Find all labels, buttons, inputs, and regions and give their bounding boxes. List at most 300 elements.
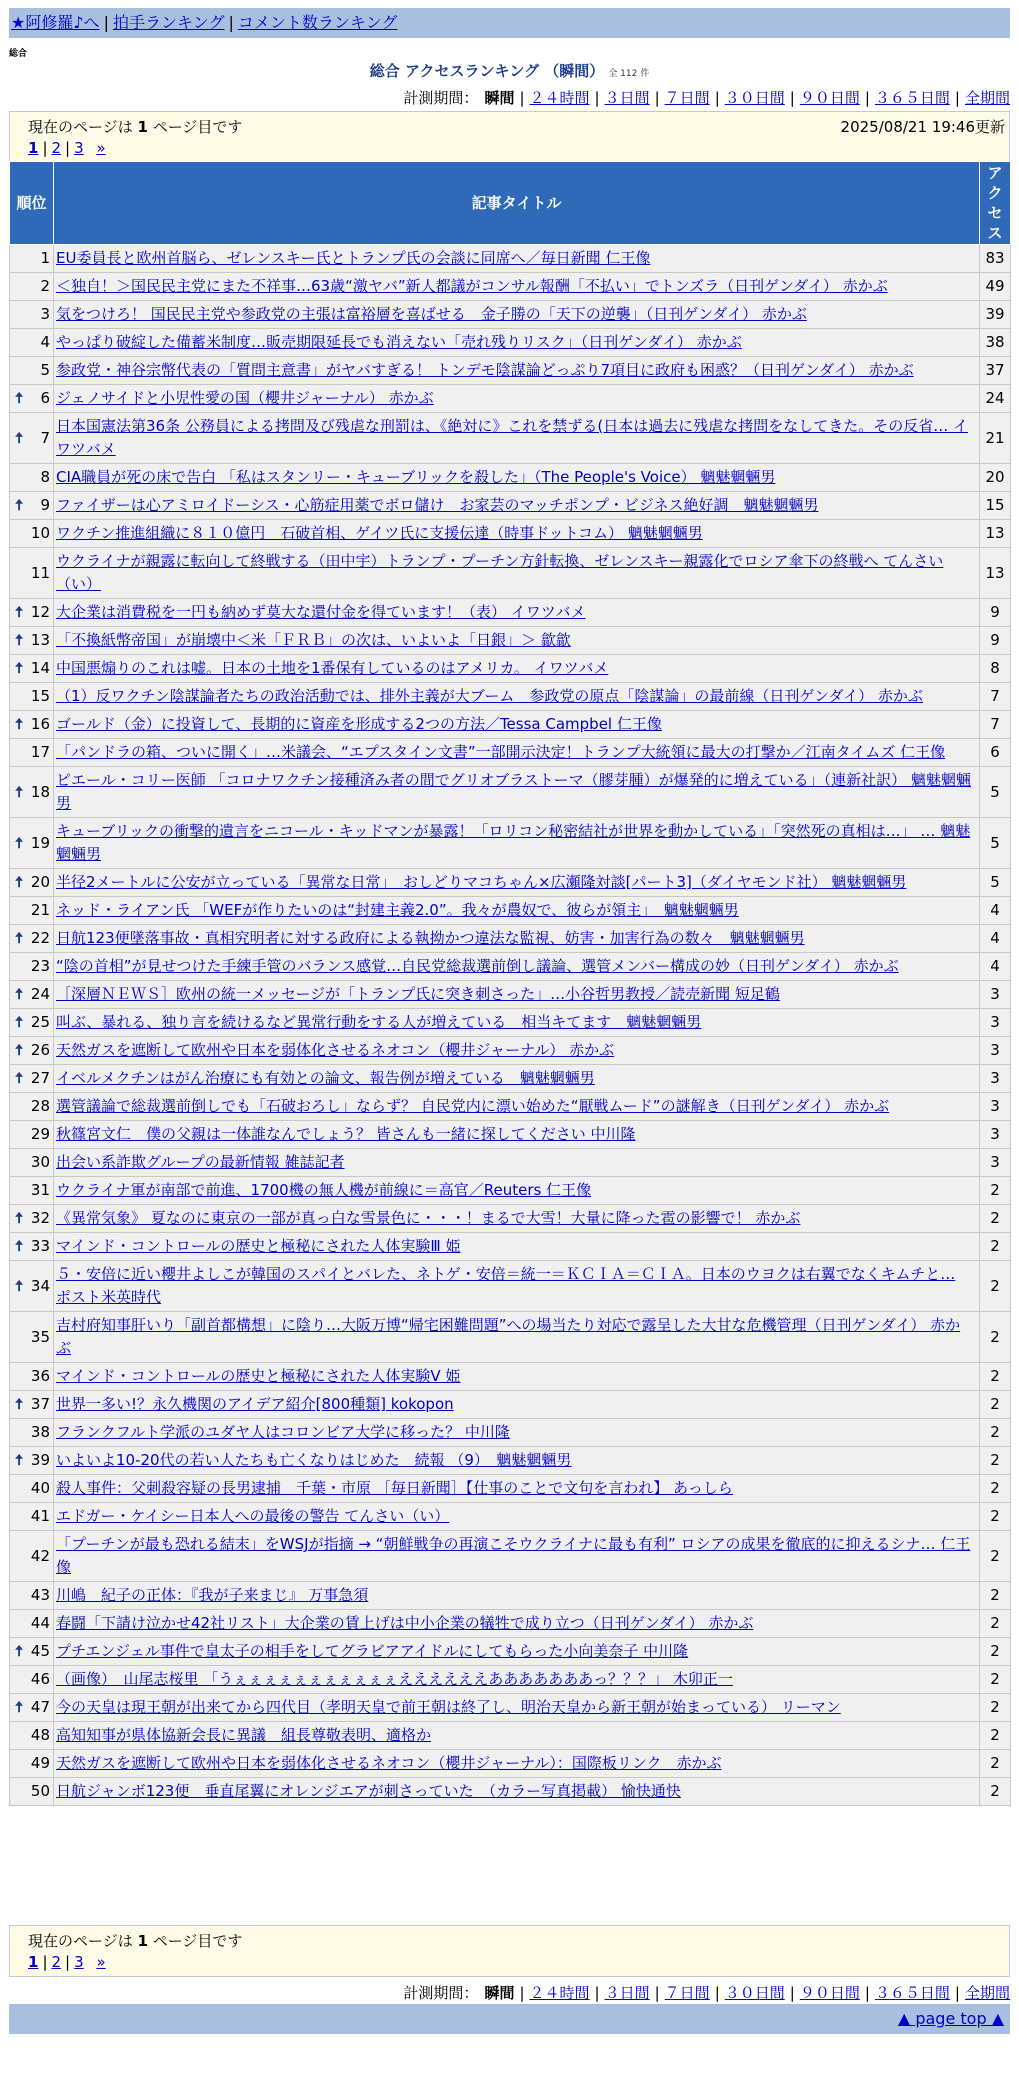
- period-separator: |: [864, 89, 870, 107]
- table-row: [10, 1205, 1011, 1233]
- article-title-link[interactable]: マインド・コントロールの歴史と極秘にされた人体実験Ⅴ 姫: [56, 1367, 461, 1385]
- period-option-link[interactable]: ３６５日間: [874, 1984, 950, 2002]
- page-status-current: 1: [137, 1932, 148, 1950]
- title-cell: [54, 711, 980, 739]
- rank-up-arrow-icon: 🠅: [15, 1069, 24, 1087]
- rank-number: 8: [40, 468, 50, 486]
- rank-cell: [10, 413, 54, 464]
- period-separator: |: [714, 1984, 720, 2002]
- rank-cell: [10, 1750, 54, 1778]
- article-title-link[interactable]: 叫ぶ、暴れる、独り言を続けるなど異常行動をする人が増えている 相当キてます 魑魅魍魎男: [56, 1013, 702, 1031]
- rank-up-arrow-icon: 🠅: [15, 428, 24, 447]
- period-option-link[interactable]: ７日間: [664, 1984, 710, 2002]
- rank-number: 42: [30, 1546, 50, 1565]
- rank-cell: [10, 1610, 54, 1638]
- rank-cell: [10, 1722, 54, 1750]
- table-row: [10, 1177, 1011, 1205]
- page-status-bottom: [28, 1930, 242, 1951]
- access-count: 2: [980, 1447, 1011, 1475]
- access-count: 2: [980, 1419, 1011, 1447]
- article-title-link[interactable]: エドガー・ケイシー日本人への最後の警告 てんさい（い）: [56, 1507, 450, 1525]
- rank-cell: [10, 869, 54, 897]
- rank-cell: [10, 520, 54, 548]
- article-title-link[interactable]: ウクライナが親露に転向して終戦する（田中宇）トランプ・プーチン方針転換、ゼレンスキー親露化でロシア傘下の終戦へ てんさい（い）: [56, 552, 944, 593]
- pager-page-link[interactable]: 1: [28, 139, 39, 157]
- article-title-link[interactable]: 気をつけろ！ 国民民主党や参政党の主張は富裕層を喜ばせる 金子勝の「天下の逆襲」（日刊ゲンダイ） 赤かぶ: [56, 305, 807, 323]
- title-cell: [54, 1419, 980, 1447]
- rank-cell: [10, 1121, 54, 1149]
- rank-cell: [10, 329, 54, 357]
- rank-cell: [10, 1009, 54, 1037]
- rank-cell: [10, 1093, 54, 1121]
- access-count: 3: [980, 1149, 1011, 1177]
- period-option-link[interactable]: ３日間: [604, 1984, 650, 2002]
- access-count: 13: [980, 520, 1011, 548]
- table-row: [10, 711, 1011, 739]
- rank-cell: [10, 1312, 54, 1363]
- article-title-link[interactable]: 「プーチンが最も恐れる結末」をWSJが指摘 → “朝鮮戦争の再演こそウクライナに最も有利” ロシアの成果を徹底的に抑えるシナ… 仁王像: [56, 1535, 971, 1576]
- article-title-link[interactable]: 「パンドラの箱、ついに開く」…米議会、“エプスタイン文書”一部開示決定！トランプ大統領に最大の打撃か／江南タイムズ 仁王像: [56, 743, 946, 761]
- title-cell: [54, 1037, 980, 1065]
- table-row: [10, 1666, 1011, 1694]
- article-title-link[interactable]: 天然ガスを遮断して欧州や日本を弱体化させるネオコン（櫻井ジャーナル）：国際板リンク 赤かぶ: [56, 1754, 722, 1772]
- period-separator: |: [714, 89, 720, 107]
- pager-current-page[interactable]: [28, 139, 38, 157]
- rank-cell: [10, 1638, 54, 1666]
- access-count: 2: [980, 1610, 1011, 1638]
- access-count: 3: [980, 1093, 1011, 1121]
- table-row: [10, 548, 1011, 599]
- rank-number: 41: [30, 1507, 50, 1525]
- col-rank-header: 順位: [10, 162, 54, 245]
- comment-ranking-link[interactable]: コメント数ランキング: [237, 13, 398, 32]
- title-cell: [54, 925, 980, 953]
- article-title-link[interactable]: 春闘「下請け泣かせ42社リスト」大企業の賃上げは中小企業の犠牲で成り立つ（日刊ゲンダイ） 赤かぶ: [56, 1614, 754, 1632]
- title-cell: [54, 273, 980, 301]
- rank-cell: [10, 925, 54, 953]
- page-status-current: 1: [137, 118, 148, 136]
- rank-number: 18: [30, 782, 50, 801]
- table-row: [10, 1009, 1011, 1037]
- article-title-link[interactable]: CIA職員が死の床で告白 「私はスタンリー・キューブリックを殺した」（The People's Voice） 魑魅魍魎男: [56, 468, 776, 486]
- article-title-link[interactable]: ５・安倍に近い櫻井よしこが韓国のスパイとバレた、ネトゲ・安倍＝統一＝ＫＣＩＡ＝ＣＩＡ。日本のウヨクは右翼でなくキムチと… ポスト米英時代: [56, 1265, 956, 1306]
- table-row: [10, 1610, 1011, 1638]
- rank-cell: [10, 385, 54, 413]
- title-cell: [54, 739, 980, 767]
- rank-number: 44: [30, 1614, 50, 1632]
- title-cell: [54, 1503, 980, 1531]
- title-cell: [54, 1694, 980, 1722]
- article-title-link[interactable]: いよいよ10-20代の若い人たちも亡くなりはじめた 続報 （9） 魑魅魍魎男: [56, 1451, 572, 1469]
- rank-number: 6: [40, 389, 50, 407]
- title-cell: [54, 1447, 980, 1475]
- rank-cell: [10, 767, 54, 818]
- access-count: 15: [980, 492, 1011, 520]
- title-cell: [54, 1391, 980, 1419]
- article-title-link[interactable]: “陰の首相”が見せつけた手練手管のバランス感覚…自民党総裁選前倒し議論、選管メンバー構成の妙（日刊ゲンダイ） 赤かぶ: [56, 957, 899, 975]
- access-count: 2: [980, 1778, 1011, 1806]
- table-row: [10, 953, 1011, 981]
- article-title-link[interactable]: 選管議論で総裁選前倒しでも「石破おろし」ならず？ 自民党内に漂い始めた“厭戦ムード”の謎解き（日刊ゲンダイ） 赤かぶ: [56, 1097, 890, 1115]
- title-cell: [54, 1009, 980, 1037]
- access-count: 3: [980, 981, 1011, 1009]
- page-top-link[interactable]: ▲ page top ▲: [897, 2009, 1004, 2028]
- rank-cell: [10, 981, 54, 1009]
- article-title-link[interactable]: 世界一多い!？永久機関のアイデア紹介[800種類] kokopon: [56, 1395, 454, 1413]
- top-nav-bar: [9, 8, 1010, 38]
- pager-next-link[interactable]: »: [96, 139, 106, 157]
- rank-cell: [10, 1205, 54, 1233]
- access-count: 2: [980, 1666, 1011, 1694]
- table-row: [10, 767, 1011, 818]
- title-cell: [54, 1363, 980, 1391]
- title-cell: [54, 492, 980, 520]
- pager-current-page[interactable]: [28, 1953, 38, 1971]
- article-title-link[interactable]: ネッド・ライアン氏 「WEFが作りたいのは“封建主義2.0”。我々が農奴で、彼らが領主」 魑魅魍魎男: [56, 901, 739, 919]
- rank-number: 38: [30, 1423, 50, 1441]
- article-title-link[interactable]: ワクチン推進組織に８１０億円 石破首相、ゲイツ氏に支援伝達（時事ドットコム） 魑魅魍魎男: [56, 524, 703, 542]
- access-count: 2: [980, 1503, 1011, 1531]
- rank-cell: [10, 273, 54, 301]
- rank-cell: [10, 245, 54, 273]
- title-cell: [54, 1177, 980, 1205]
- title-cell: [54, 897, 980, 925]
- rank-number: 46: [30, 1670, 50, 1688]
- pager-page-link[interactable]: 3: [74, 139, 84, 157]
- access-count: 3: [980, 1121, 1011, 1149]
- table-row: [10, 627, 1011, 655]
- period-option-link[interactable]: ２４時間: [529, 1984, 590, 2002]
- article-title-link[interactable]: 中国悪煽りのこれは嘘。日本の土地を1番保有しているのはアメリカ。 イワツバメ: [56, 659, 609, 677]
- title-cell: [54, 1233, 980, 1261]
- title-cell: [54, 655, 980, 683]
- rank-number: 45: [30, 1642, 50, 1660]
- article-title-link[interactable]: （1）反ワクチン陰謀論者たちの政治活動では、排外主義が大ブーム 参政党の原点「陰謀論」の最前線（日刊ゲンダイ） 赤かぶ: [56, 687, 923, 705]
- article-title-link[interactable]: 今の天皇は現王朝が出来てから四代目（孝明天皇で前王朝は終了し、明治天皇から新王朝が始まっている） リーマン: [56, 1698, 841, 1716]
- table-row: [10, 1261, 1011, 1312]
- period-separator: |: [519, 89, 525, 107]
- article-title-link[interactable]: 殺人事件：父刺殺容疑の長男逮捕 千葉・市原 ［毎日新聞］【仕事のことで文句を言われ】 あっしら: [56, 1479, 733, 1497]
- period-selector-bottom: [403, 1982, 1010, 2003]
- rank-cell: [10, 1778, 54, 1806]
- access-count: 3: [980, 1065, 1011, 1093]
- rank-cell: [10, 953, 54, 981]
- rank-number: 39: [30, 1451, 50, 1469]
- rank-up-arrow-icon: 🠅: [15, 1276, 24, 1295]
- table-row: [10, 492, 1011, 520]
- period-option-link[interactable]: ３０日間: [724, 89, 785, 107]
- access-count: 6: [980, 739, 1011, 767]
- table-row: [10, 925, 1011, 953]
- page-status-prefix: 現在のページは: [28, 118, 133, 136]
- rank-cell: [10, 1037, 54, 1065]
- access-count: 21: [980, 413, 1011, 464]
- period-option-link[interactable]: ９０日間: [799, 1984, 860, 2002]
- title-cell: [54, 548, 980, 599]
- rank-number: 17: [30, 743, 50, 761]
- title-cell: [54, 1149, 980, 1177]
- rank-cell: [10, 492, 54, 520]
- table-row: [10, 1778, 1011, 1806]
- table-row: [10, 1447, 1011, 1475]
- access-count: 2: [980, 1475, 1011, 1503]
- rank-up-arrow-icon: 🠅: [15, 631, 24, 649]
- title-cell: [54, 1750, 980, 1778]
- rank-number: 19: [30, 833, 50, 852]
- article-title-link[interactable]: 秋篠宮文仁 僕の父親は一体誰なんでしょう？ 皆さんも一緒に探してください 中川隆: [56, 1125, 636, 1143]
- rank-cell: [10, 1447, 54, 1475]
- article-title-link[interactable]: EU委員長と欧州首脳ら、ゼレンスキー氏とトランプ氏の会談に同席へ／毎日新聞 仁王像: [56, 249, 651, 267]
- title-cell: [54, 357, 980, 385]
- rank-number: 1: [40, 249, 50, 267]
- title-cell: [54, 767, 980, 818]
- bottom-bar: [9, 2004, 1010, 2034]
- title-cell: [54, 329, 980, 357]
- period-option-link[interactable]: ７日間: [664, 89, 710, 107]
- rank-cell: [10, 1475, 54, 1503]
- table-row: [10, 1475, 1011, 1503]
- nav-separator: |: [103, 13, 109, 32]
- access-count: 4: [980, 897, 1011, 925]
- rank-number: 43: [30, 1586, 50, 1604]
- article-title-link[interactable]: ファイザーは心アミロイドーシス・心筋症用薬でボロ儲け お家芸のマッチポンプ・ビジネス絶好調 魑魅魍魎男: [56, 496, 819, 514]
- access-count: 39: [980, 301, 1011, 329]
- period-option-link[interactable]: ３日間: [604, 89, 650, 107]
- period-option-link[interactable]: ３６５日間: [874, 89, 950, 107]
- title-cell: [54, 1065, 980, 1093]
- table-row: [10, 413, 1011, 464]
- article-title-link[interactable]: ゴールド（金）に投資して、長期的に資産を形成する2つの方法／Tessa Campbel 仁王像: [56, 715, 662, 733]
- rank-cell: [10, 1531, 54, 1582]
- ranking-title: [0, 60, 1019, 81]
- rank-up-arrow-icon: 🠅: [15, 603, 24, 621]
- article-title-link[interactable]: 「不換紙幣帝国」が崩壊中＜米「ＦＲＢ」の次は、いよいよ「日銀」＞ 歙歙: [56, 631, 571, 649]
- article-title-link[interactable]: 天然ガスを遮断して欧州や日本を弱体化させるネオコン（櫻井ジャーナル） 赤かぶ: [56, 1041, 615, 1059]
- pager-page-link[interactable]: 1: [28, 1953, 39, 1971]
- table-row: [10, 1582, 1011, 1610]
- article-title-link[interactable]: 川嶋 紀子の正体：『我が子来まじ』 万事急須: [56, 1586, 369, 1604]
- access-count: 9: [980, 627, 1011, 655]
- title-cell: [54, 599, 980, 627]
- table-row: [10, 1312, 1011, 1363]
- access-count: 9: [980, 599, 1011, 627]
- pager-separator: |: [42, 139, 48, 157]
- period-option-link[interactable]: ２４時間: [529, 89, 590, 107]
- rank-up-arrow-icon: 🠅: [15, 389, 24, 407]
- rank-up-arrow-icon: 🠅: [15, 1237, 24, 1255]
- access-count: 2: [980, 1177, 1011, 1205]
- title-cell: [54, 301, 980, 329]
- rank-cell: [10, 548, 54, 599]
- title-cell: [54, 1475, 980, 1503]
- rank-up-arrow-icon: 🠅: [15, 873, 24, 891]
- article-title-link[interactable]: ピエール・コリー医師 「コロナワクチン接種済み者の間でグリオブラストーマ（膠芽腫）が爆発的に増えている」（連新社訳） 魑魅魍魎男: [56, 771, 971, 812]
- table-row: [10, 897, 1011, 925]
- rank-number: 50: [30, 1782, 50, 1800]
- table-row: [10, 520, 1011, 548]
- article-title-link[interactable]: ウクライナ軍が南部で前進、1700機の無人機が前線に＝高官／Reuters 仁王像: [56, 1181, 592, 1199]
- period-current: 瞬間: [484, 89, 515, 107]
- title-cell: [54, 1722, 980, 1750]
- rank-number: 24: [30, 985, 50, 1003]
- title-cell: [54, 1778, 980, 1806]
- article-title-link[interactable]: ［深層ＮＥＷＳ］欧州の統一メッセージが「トランプ氏に突き刺さった」…小谷哲男教授／読売新聞 短足鶴: [56, 985, 780, 1003]
- access-count: 2: [980, 1750, 1011, 1778]
- pager-page-link[interactable]: 2: [51, 1953, 62, 1971]
- period-option-link[interactable]: ３０日間: [724, 1984, 785, 2002]
- rank-cell: [10, 655, 54, 683]
- table-header-row: [10, 162, 1011, 245]
- rank-number: 16: [30, 715, 50, 733]
- article-title-link[interactable]: 参政党・神谷宗幣代表の「質問主意書」がヤバすぎる！ トンデモ陰謀論どっぷり7項目に政府も困惑？（日刊ゲンダイ） 赤かぶ: [56, 361, 914, 379]
- access-count: 2: [980, 1582, 1011, 1610]
- article-title-link[interactable]: 出会い系詐欺グループの最新情報 雑誌記者: [56, 1153, 345, 1171]
- rank-cell: [10, 739, 54, 767]
- period-option-link[interactable]: 全期間: [964, 89, 1010, 107]
- table-row: [10, 245, 1011, 273]
- article-title-link[interactable]: プチエンジェル事件で皇太子の相手をしてグラビアアイドルにしてもらった小向美奈子 中川隆: [56, 1642, 689, 1660]
- table-row: [10, 1694, 1011, 1722]
- article-title-link[interactable]: キューブリックの衝撃的遺言をニコール・キッドマンが暴露！「ロリコン秘密結社が世界を動かしている」「突然死の真相は…」 … 魑魅魍魎男: [56, 822, 971, 863]
- table-row: [10, 1121, 1011, 1149]
- rank-number: 21: [30, 901, 50, 919]
- pager-separator: [88, 1953, 93, 1971]
- title-cell: [54, 1638, 980, 1666]
- access-count: 49: [980, 273, 1011, 301]
- rank-cell: [10, 627, 54, 655]
- rank-number: 25: [30, 1013, 50, 1031]
- rank-cell: [10, 1391, 54, 1419]
- rank-up-arrow-icon: 🠅: [15, 1209, 24, 1227]
- table-row: [10, 329, 1011, 357]
- article-title-link[interactable]: 日航123便墜落事故・真相究明者に対する政府による執拗かつ違法な監視、妨害・加害行為の数々 魑魅魍魎男: [56, 929, 805, 947]
- title-cell: [54, 869, 980, 897]
- period-option-link[interactable]: ９０日間: [799, 89, 860, 107]
- rank-cell: [10, 1363, 54, 1391]
- period-option-link[interactable]: 全期間: [964, 1984, 1010, 2002]
- pager-page-link[interactable]: 3: [74, 1953, 84, 1971]
- category-tiny-label: 総合: [9, 49, 28, 59]
- table-row: [10, 1149, 1011, 1177]
- period-separator: |: [954, 89, 960, 107]
- access-count: 5: [980, 869, 1011, 897]
- clap-ranking-link[interactable]: 拍手ランキング: [112, 13, 225, 32]
- total-count: 全 112 件: [608, 69, 650, 79]
- paging-box-top: [9, 111, 1010, 163]
- access-count: 2: [980, 1261, 1011, 1312]
- title-cell: [54, 981, 980, 1009]
- access-count: 5: [980, 818, 1011, 869]
- access-count: 2: [980, 1391, 1011, 1419]
- pager-next-link[interactable]: »: [96, 1953, 106, 1971]
- rank-cell: [10, 1177, 54, 1205]
- access-count: 37: [980, 357, 1011, 385]
- rank-number: 32: [30, 1209, 50, 1227]
- rank-cell: [10, 599, 54, 627]
- page-status-suffix: ページ目です: [152, 1932, 243, 1950]
- rank-cell: [10, 711, 54, 739]
- article-title-link[interactable]: 日航ジャンボ123便 垂直尾翼にオレンジエアが刺さっていた （カラー写真掲載） 愉快通快: [56, 1782, 681, 1800]
- pager-page-link[interactable]: 2: [51, 139, 62, 157]
- article-title-link[interactable]: （画像） 山尾志桜里 「うぇぇぇぇぇぇぇぇぇぇぇええええええあああああああっ？？？」 木卯正一: [56, 1670, 733, 1688]
- access-count: 4: [980, 953, 1011, 981]
- access-count: 3: [980, 1037, 1011, 1065]
- rank-cell: [10, 357, 54, 385]
- rank-number: 27: [30, 1069, 50, 1087]
- rank-cell: [10, 683, 54, 711]
- rank-number: 23: [30, 957, 50, 975]
- table-row: [10, 655, 1011, 683]
- rank-cell: [10, 1503, 54, 1531]
- rank-cell: [10, 1666, 54, 1694]
- rank-up-arrow-icon: 🠅: [15, 1451, 24, 1469]
- access-count: 2: [980, 1363, 1011, 1391]
- access-count: 2: [980, 1233, 1011, 1261]
- rank-up-arrow-icon: 🠅: [15, 1013, 24, 1031]
- title-cell: [54, 1666, 980, 1694]
- rank-number: 15: [30, 687, 50, 705]
- table-row: [10, 981, 1011, 1009]
- rank-cell: [10, 1233, 54, 1261]
- article-title-link[interactable]: ＜独自！＞国民民主党にまた不祥事…63歳“激ヤバ”新人都議がコンサル報酬「不払い」でトンズラ（日刊ゲンダイ） 赤かぶ: [56, 277, 888, 295]
- rank-number: 36: [30, 1367, 50, 1385]
- article-title-link[interactable]: やっぱり破綻した備蓄米制度…販売期限延長でも消えない「売れ残りリスク」（日刊ゲンダイ） 赤かぶ: [56, 333, 742, 351]
- title-cell: [54, 1205, 980, 1233]
- period-label: 計測期間：: [403, 1984, 479, 2002]
- article-title-link[interactable]: 《異常気象》 夏なのに東京の一部が真っ白な雪景色に・・・！まるで大雪！大量に降った雹の影響で！ 赤かぶ: [56, 1209, 801, 1227]
- period-separator: |: [654, 1984, 660, 2002]
- rank-number: 2: [40, 277, 50, 295]
- article-title-link[interactable]: 半径2メートルに公安が立っている「異常な日常」 おしどりマコちゃん×広瀬隆対談[パート3]（ダイヤモンド社） 魑魅魍魎男: [56, 873, 907, 891]
- col-title-header: 記事タイトル: [54, 162, 980, 245]
- home-link[interactable]: ★阿修羅♪へ: [11, 13, 100, 32]
- pager-separator: |: [65, 139, 71, 157]
- rank-number: 10: [30, 524, 50, 542]
- article-title-link[interactable]: イベルメクチンはがん治療にも有効との論文、報告例が増えている 魑魅魍魎男: [56, 1069, 595, 1087]
- rank-number: 28: [30, 1097, 50, 1115]
- access-count: 2: [980, 1694, 1011, 1722]
- article-title-link[interactable]: フランクフルト学派のユダヤ人はコロンビア大学に移った？ 中川隆: [56, 1423, 510, 1441]
- article-title-link[interactable]: ジェノサイドと小児性愛の国（櫻井ジャーナル） 赤かぶ: [56, 389, 434, 407]
- table-row: [10, 385, 1011, 413]
- rank-cell: [10, 1065, 54, 1093]
- rank-number: 30: [30, 1153, 50, 1171]
- access-count: 7: [980, 683, 1011, 711]
- title-cell: [54, 1121, 980, 1149]
- article-title-link[interactable]: 高知知事が県体協新会長に異議 組長尊敬表明、適格か: [56, 1726, 432, 1744]
- table-row: [10, 1503, 1011, 1531]
- rank-up-arrow-icon: 🠅: [15, 1041, 24, 1059]
- pager-top: [28, 139, 106, 157]
- rank-number: 3: [40, 305, 50, 323]
- article-title-link[interactable]: マインド・コントロールの歴史と極秘にされた人体実験Ⅲ 姫: [56, 1237, 461, 1255]
- rank-cell: [10, 1261, 54, 1312]
- title-cell: [54, 1582, 980, 1610]
- nav-separator: |: [228, 13, 234, 32]
- title-cell: [54, 953, 980, 981]
- title-cell: [54, 818, 980, 869]
- rank-number: 40: [30, 1479, 50, 1497]
- period-label: 計測期間：: [403, 89, 479, 107]
- article-title-link[interactable]: 吉村府知事肝いり「副首都構想」に陰り…大阪万博“帰宅困難問題”への場当たり対応で露呈した大甘な危機管理（日刊ゲンダイ） 赤かぶ: [56, 1316, 961, 1357]
- rank-up-arrow-icon: 🠅: [15, 1698, 24, 1716]
- rank-up-arrow-icon: 🠅: [15, 496, 24, 514]
- title-cell: [54, 520, 980, 548]
- article-title-link[interactable]: 日本国憲法第36条 公務員による拷問及び残虐な刑罰は、《絶対に》これを禁ずる(日本は過去に残虐な拷問をなしてきた。その反省… イワツバメ: [56, 417, 968, 458]
- rank-number: 26: [30, 1041, 50, 1059]
- article-title-link[interactable]: 大企業は消費税を一円も納めず莫大な還付金を得ています！（表） イワツバメ: [56, 603, 586, 621]
- rank-up-arrow-icon: 🠅: [15, 1395, 24, 1413]
